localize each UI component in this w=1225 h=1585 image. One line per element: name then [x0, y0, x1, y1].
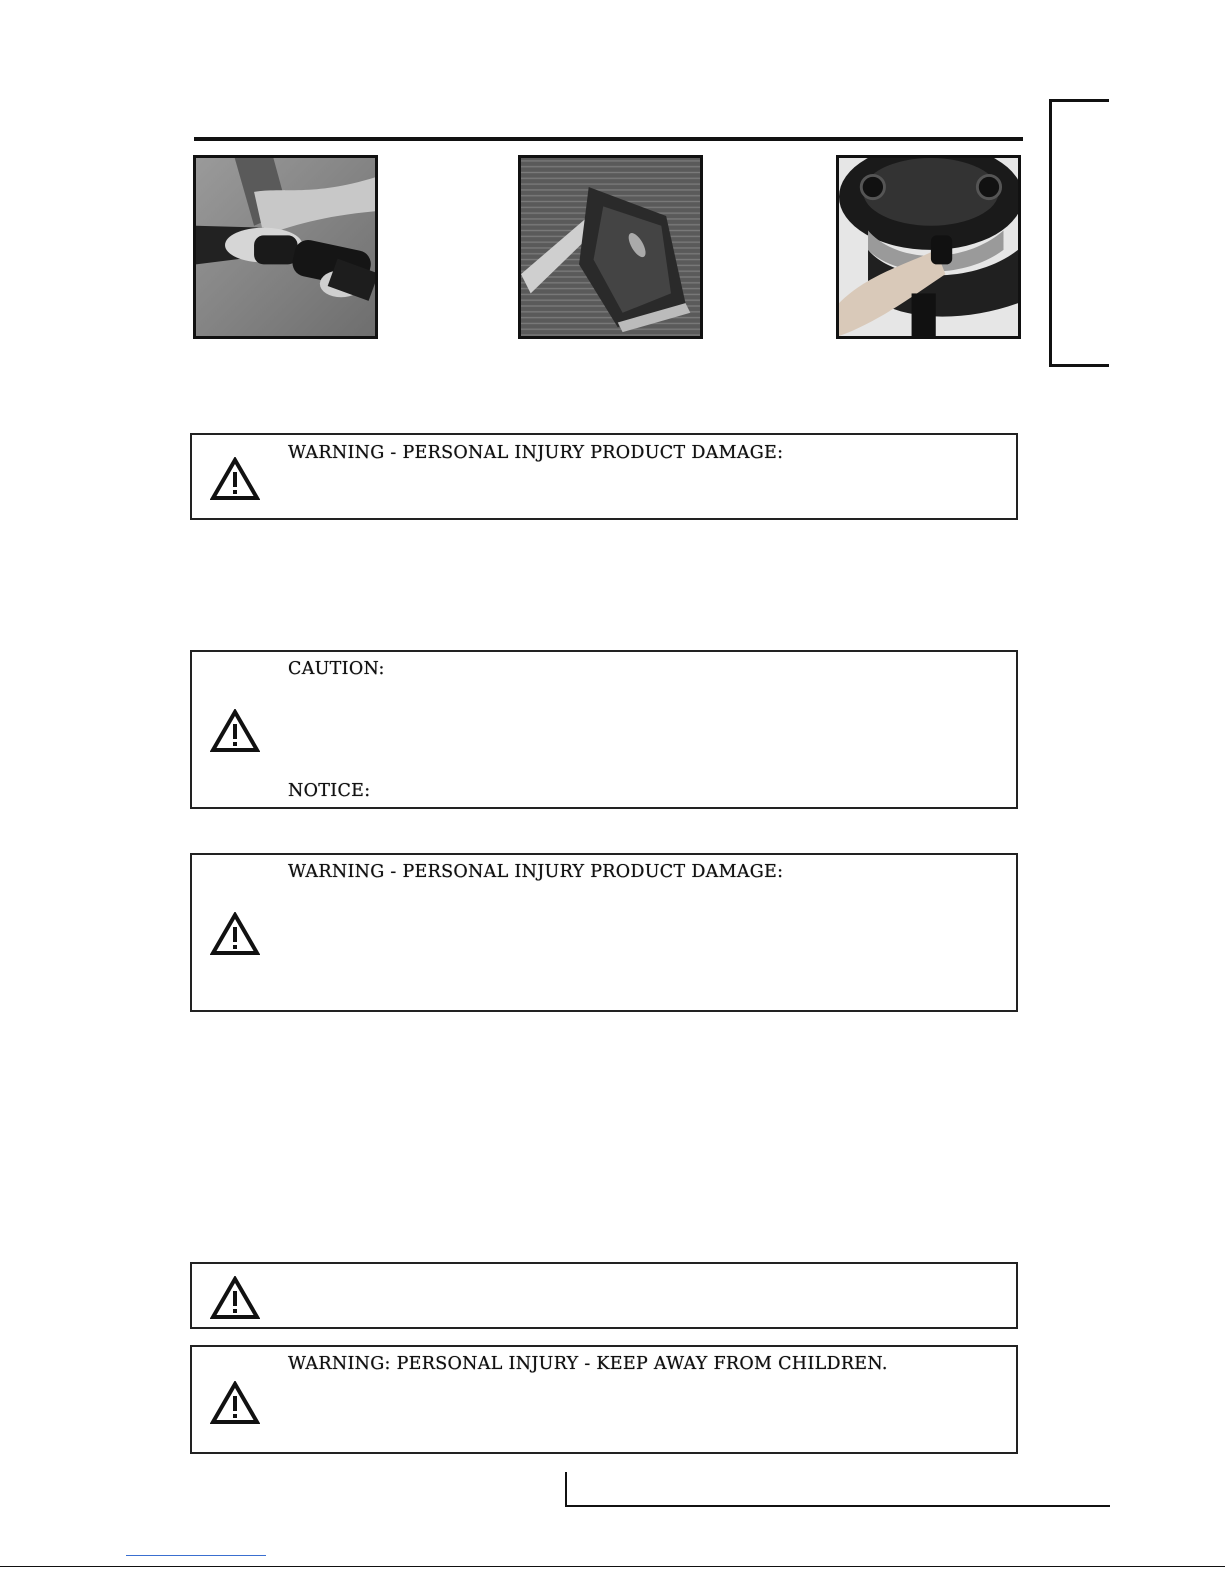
- warning-triangle-icon: [210, 457, 260, 501]
- warning-heading: WARNING - PERSONAL INJURY PRODUCT DAMAGE:: [288, 443, 784, 463]
- warning-box-icon-only: [190, 1262, 1018, 1329]
- footer-link-underline[interactable]: [126, 1555, 266, 1556]
- warning-box-product-damage: [190, 853, 1018, 1012]
- caution-heading: CAUTION:: [288, 659, 385, 679]
- section-tab: [1049, 99, 1109, 367]
- warning-heading: WARNING - PERSONAL INJURY PRODUCT DAMAGE:: [288, 862, 784, 882]
- warning-box-children: [190, 1345, 1018, 1454]
- warning-children-heading: WARNING: PERSONAL INJURY - KEEP AWAY FROM CHILDREN.: [288, 1354, 888, 1374]
- canister-hose-inlet-photo: [836, 155, 1021, 339]
- warning-triangle-icon: [210, 1276, 260, 1320]
- warning-triangle-icon: [210, 912, 260, 956]
- hose-connection-photo: [193, 155, 378, 339]
- warning-triangle-icon: [210, 1381, 260, 1425]
- page-bottom-edge: [0, 1566, 1225, 1567]
- carpet-powerhead-photo: [518, 155, 703, 339]
- warning-box-personal-injury: [190, 433, 1018, 520]
- notice-heading: NOTICE:: [288, 781, 371, 801]
- warning-triangle-icon: [210, 709, 260, 753]
- section-rule: [194, 137, 1023, 141]
- footer-divider-tick: [565, 1472, 567, 1507]
- footer-rule: [566, 1505, 1110, 1507]
- caution-notice-box: [190, 650, 1018, 809]
